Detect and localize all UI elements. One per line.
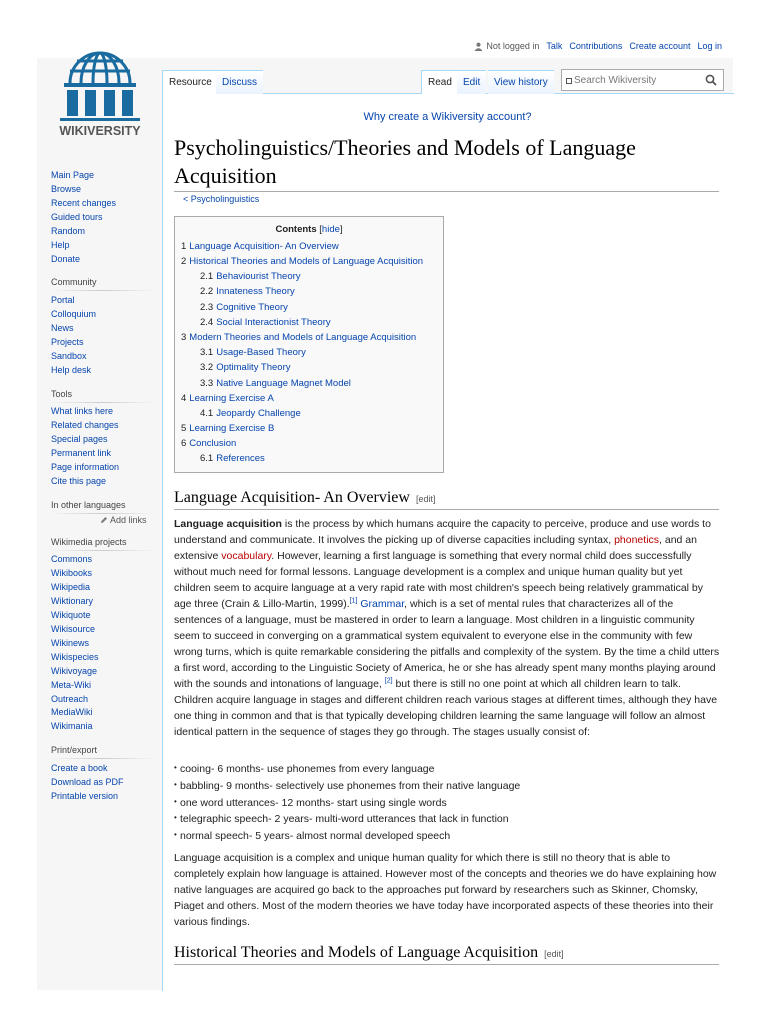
tab-view-history[interactable]: View history xyxy=(488,70,554,94)
sidebar-item-news[interactable]: News xyxy=(51,323,74,333)
toc-hide-open: [ xyxy=(319,224,322,235)
toc-num: 6 xyxy=(181,438,187,449)
toc-item[interactable] xyxy=(200,408,301,419)
toc-item[interactable] xyxy=(200,362,290,373)
sidebar-item-colloquium[interactable]: Colloquium xyxy=(51,309,97,319)
sidebar-item-permanent-link[interactable]: Permanent link xyxy=(51,448,112,458)
breadcrumb[interactable] xyxy=(183,194,259,204)
toc-item[interactable] xyxy=(181,241,339,252)
tab-discuss[interactable]: Discuss xyxy=(216,70,263,94)
search-placeholder: Search Wikiversity xyxy=(574,74,657,86)
sidebar-divider xyxy=(51,402,154,403)
pencil-icon xyxy=(100,516,108,524)
section-edit-link[interactable]: [edit] xyxy=(415,494,436,504)
toc-num: 2.3 xyxy=(200,302,214,313)
contributions-link[interactable]: Contributions xyxy=(569,41,623,51)
toc-item[interactable] xyxy=(181,256,423,267)
toc-link[interactable]: Modern Theories and Models of Language Acquisition xyxy=(189,332,417,343)
page-title: Psycholinguistics/Theories and Models of Language Acquisition xyxy=(174,134,719,192)
create-account-link[interactable]: Create account xyxy=(629,41,691,51)
toc-num: 3.1 xyxy=(200,347,214,358)
toc-num: 2.1 xyxy=(200,271,214,282)
toc-item[interactable] xyxy=(200,317,331,328)
section-heading xyxy=(174,489,719,510)
toc-link[interactable]: References xyxy=(216,453,265,464)
sidebar-divider xyxy=(51,550,154,551)
sidebar-item-browse[interactable]: Browse xyxy=(51,184,82,194)
sidebar-item-cite-this-page[interactable]: Cite this page xyxy=(51,476,107,486)
add-links-label: Add links xyxy=(110,515,147,525)
search-icon[interactable] xyxy=(705,74,717,86)
sidebar-item-recent-changes[interactable]: Recent changes xyxy=(51,198,117,208)
sidebar-heading-print-export[interactable]: Print/export xyxy=(51,745,98,755)
grammar-link[interactable]: Grammar xyxy=(360,598,405,610)
toc-link[interactable]: Behaviourist Theory xyxy=(216,271,301,282)
toc-hide-link[interactable]: hide xyxy=(321,224,340,235)
sidebar-item-donate[interactable]: Donate xyxy=(51,254,81,264)
toc-item[interactable] xyxy=(181,438,236,449)
sidebar-item-help-desk[interactable]: Help desk xyxy=(51,365,92,375)
toc-heading: Contents xyxy=(275,224,317,235)
not-logged-in: Not logged in xyxy=(474,41,539,51)
toc-num: 2.4 xyxy=(200,317,214,328)
toc-link[interactable]: Conclusion xyxy=(189,438,237,449)
sidebar-divider xyxy=(51,513,154,514)
toc-item[interactable] xyxy=(200,302,288,313)
toc-num: 2 xyxy=(181,256,187,267)
list-item: • babbling- 9 months- selectively use phonemes from their native language xyxy=(180,780,520,792)
wikiversity-logo-icon xyxy=(50,50,150,140)
toc-num: 3.2 xyxy=(200,362,214,373)
text-run: . However, learning a first language is something that every normal child does successfully without much need for formal lessons. Language development is a complex and unique human quality but yet children seem to acquire language at a very rapid rate with most children's speech being relatively grammatical by age three (Crain & Lillo-Martin, 1999). xyxy=(174,550,704,610)
user-icon xyxy=(474,42,483,51)
sidebar-item-outreach[interactable]: Outreach xyxy=(51,694,89,704)
text-run: is the process by which humans acquire the capacity to perceive, produce and use words to understand and communicate. It involves the picking up of diverse capacities including syntax, xyxy=(174,518,711,546)
site-notice[interactable] xyxy=(162,111,733,123)
toc-num: 4 xyxy=(181,393,187,404)
section-heading xyxy=(174,944,719,965)
sidebar-item-wiktionary[interactable]: Wiktionary xyxy=(51,596,94,606)
sidebar-item-sandbox[interactable]: Sandbox xyxy=(51,351,87,361)
section-heading-text: Language Acquisition- An Overview xyxy=(174,489,410,506)
sidebar-heading-tools[interactable]: Tools xyxy=(51,389,73,399)
search-input[interactable] xyxy=(561,69,724,91)
toc-link[interactable]: Historical Theories and Models of Language Acquisition xyxy=(189,256,424,267)
toc-item[interactable] xyxy=(200,347,306,358)
sidebar-heading-wikimedia-projects[interactable]: Wikimedia projects xyxy=(51,537,127,547)
sidebar-item-wikisource[interactable]: Wikisource xyxy=(51,624,96,634)
toc-link[interactable]: Language Acquisition- An Overview xyxy=(189,241,339,252)
sidebar-item-main-page[interactable]: Main Page xyxy=(51,170,95,180)
section-edit-link[interactable]: [edit] xyxy=(544,949,564,959)
toc-link[interactable]: Learning Exercise B xyxy=(189,423,275,434)
sidebar-item-help[interactable]: Help xyxy=(51,240,70,250)
sidebar-item-what-links-here[interactable]: What links here xyxy=(51,406,114,416)
sidebar-item-mediawiki[interactable]: MediaWiki xyxy=(51,707,93,717)
add-links-button[interactable] xyxy=(100,515,147,525)
toc-hide-close: ] xyxy=(339,224,343,235)
toc-item[interactable] xyxy=(200,378,351,389)
wikiversity-logo[interactable] xyxy=(50,50,150,140)
toc-num: 2.2 xyxy=(200,286,214,297)
talk-link[interactable]: Talk xyxy=(546,41,563,51)
tab-read[interactable]: Read xyxy=(421,70,459,94)
list-item: • cooing- 6 months- use phonemes from every language xyxy=(180,763,434,775)
sidebar-divider xyxy=(51,290,154,291)
parent-page-link[interactable]: < Psycholinguistics xyxy=(183,194,260,204)
bold-term: Language acquisition xyxy=(174,518,282,530)
sidebar-item-commons[interactable]: Commons xyxy=(51,554,93,564)
sidebar-item-wikispecies[interactable]: Wikispecies xyxy=(51,652,99,662)
toc-item[interactable] xyxy=(200,453,265,464)
toc-item[interactable] xyxy=(181,393,274,404)
sidebar-item-wikipedia[interactable]: Wikipedia xyxy=(51,582,91,592)
create-account-notice-link[interactable]: Why create a Wikiversity account? xyxy=(363,111,532,123)
toc-link[interactable]: Innateness Theory xyxy=(216,286,295,297)
login-link[interactable]: Log in xyxy=(697,41,722,51)
toc-hide-toggle[interactable] xyxy=(319,224,342,235)
search-box-marker xyxy=(566,78,572,84)
sidebar-heading-languages[interactable]: In other languages xyxy=(51,500,126,510)
logo-wordmark: WIKIVERSITY xyxy=(59,124,141,138)
sidebar-item-download-pdf[interactable]: Download as PDF xyxy=(51,777,124,787)
toc-num: 4.1 xyxy=(200,408,214,419)
list-item: • one word utterances- 12 months- start using single words xyxy=(180,797,447,809)
sidebar-item-random[interactable]: Random xyxy=(51,226,86,236)
sidebar-heading-community[interactable]: Community xyxy=(51,277,97,287)
sidebar-item-wikibooks[interactable]: Wikibooks xyxy=(51,568,93,578)
toc-link[interactable]: Learning Exercise A xyxy=(189,393,274,404)
text-run: , and an extensive xyxy=(174,534,697,562)
toc-link[interactable]: Usage-Based Theory xyxy=(216,347,306,358)
toc-link[interactable]: Social Interactionist Theory xyxy=(216,317,331,328)
sidebar-item-wikivoyage[interactable]: Wikivoyage xyxy=(51,666,98,676)
tab-resource[interactable]: Resource xyxy=(162,70,219,94)
toc-title xyxy=(175,224,443,235)
toc-num: 1 xyxy=(181,241,187,252)
tab-edit[interactable]: Edit xyxy=(457,70,486,94)
list-item: • telegraphic speech- 2 years- multi-word utterances that lack in function xyxy=(180,813,509,825)
sidebar-item-wikimania[interactable]: Wikimania xyxy=(51,721,93,731)
sidebar-item-guided-tours[interactable]: Guided tours xyxy=(51,212,103,222)
list-item: • normal speech- 5 years- almost normal developed speech xyxy=(180,830,450,842)
overview-paragraph-2: Language acquisition is a complex and unique human quality for which there is still no theory that is able to completely explain how language is attained. However most of the concepts and theories we do have explaining how native languages are acquired go back to the approaches put forward by researchers such as Skinner, Chomsky, Piaget and others. Most of the modern theories we have today have incorporated aspects of these theories into their various findings. xyxy=(174,852,717,928)
sidebar-divider xyxy=(51,758,154,759)
sidebar-item-printable-version[interactable]: Printable version xyxy=(51,791,119,801)
toc-item[interactable] xyxy=(181,332,416,343)
text-run: , which is a set of mental rules that characterizes all of the sentences of a language, must be mastered in order to learn a language. Most children in a linguistic community seem to succeed in converging on a grammatical system equivalent to everyone else in the community with few wrong turns, which is quite remarkable considering the pitfalls and complexity of the system. By the time a child utters a first word, according to the Linguistic Society of America, he or she has already spent many months playing around with the sounds and intonations of language, xyxy=(174,598,720,690)
toc-item[interactable] xyxy=(200,271,301,282)
sidebar-item-portal[interactable]: Portal xyxy=(51,295,75,305)
sidebar-item-wikinews[interactable]: Wikinews xyxy=(51,638,90,648)
text-run: but there is still no one point at which all children learn to talk. Children acquire language in stages and different children reach various stages at different times, although they have one thing in common and that is that typically developing children learning the same language will follow an almost identical pattern in the sequence of stages they go through. The stages usually consist of: xyxy=(174,678,718,738)
toc-link[interactable]: Native Language Magnet Model xyxy=(216,378,351,389)
sidebar-item-meta-wiki[interactable]: Meta-Wiki xyxy=(51,680,91,690)
toc-num: 5 xyxy=(181,423,187,434)
phonetics-link[interactable]: phonetics xyxy=(614,534,660,546)
reference-link[interactable]: [2] xyxy=(384,677,393,685)
overview-paragraph xyxy=(174,516,720,740)
toc-num: 3.3 xyxy=(200,378,214,389)
sidebar-item-projects[interactable]: Projects xyxy=(51,337,84,347)
toc-num: 6.1 xyxy=(200,453,214,464)
sidebar-item-related-changes[interactable]: Related changes xyxy=(51,420,119,430)
sidebar-item-special-pages[interactable]: Special pages xyxy=(51,434,108,444)
table-of-contents xyxy=(174,216,444,473)
section-heading-text: Historical Theories and Models of Language Acquisition xyxy=(174,944,539,961)
sidebar-item-create-book[interactable]: Create a book xyxy=(51,763,108,773)
vocabulary-link[interactable]: vocabulary xyxy=(221,550,272,562)
toc-link[interactable]: Optimality Theory xyxy=(216,362,291,373)
toc-item[interactable] xyxy=(200,286,295,297)
toc-link[interactable]: Cognitive Theory xyxy=(216,302,288,313)
toc-num: 3 xyxy=(181,332,187,343)
sidebar-item-wikiquote[interactable]: Wikiquote xyxy=(51,610,91,620)
personal-tools xyxy=(474,41,722,51)
toc-link[interactable]: Jeopardy Challenge xyxy=(216,408,301,419)
toc-item[interactable] xyxy=(181,423,274,434)
sidebar-item-page-information[interactable]: Page information xyxy=(51,462,120,472)
reference-link[interactable]: [1] xyxy=(349,597,358,605)
